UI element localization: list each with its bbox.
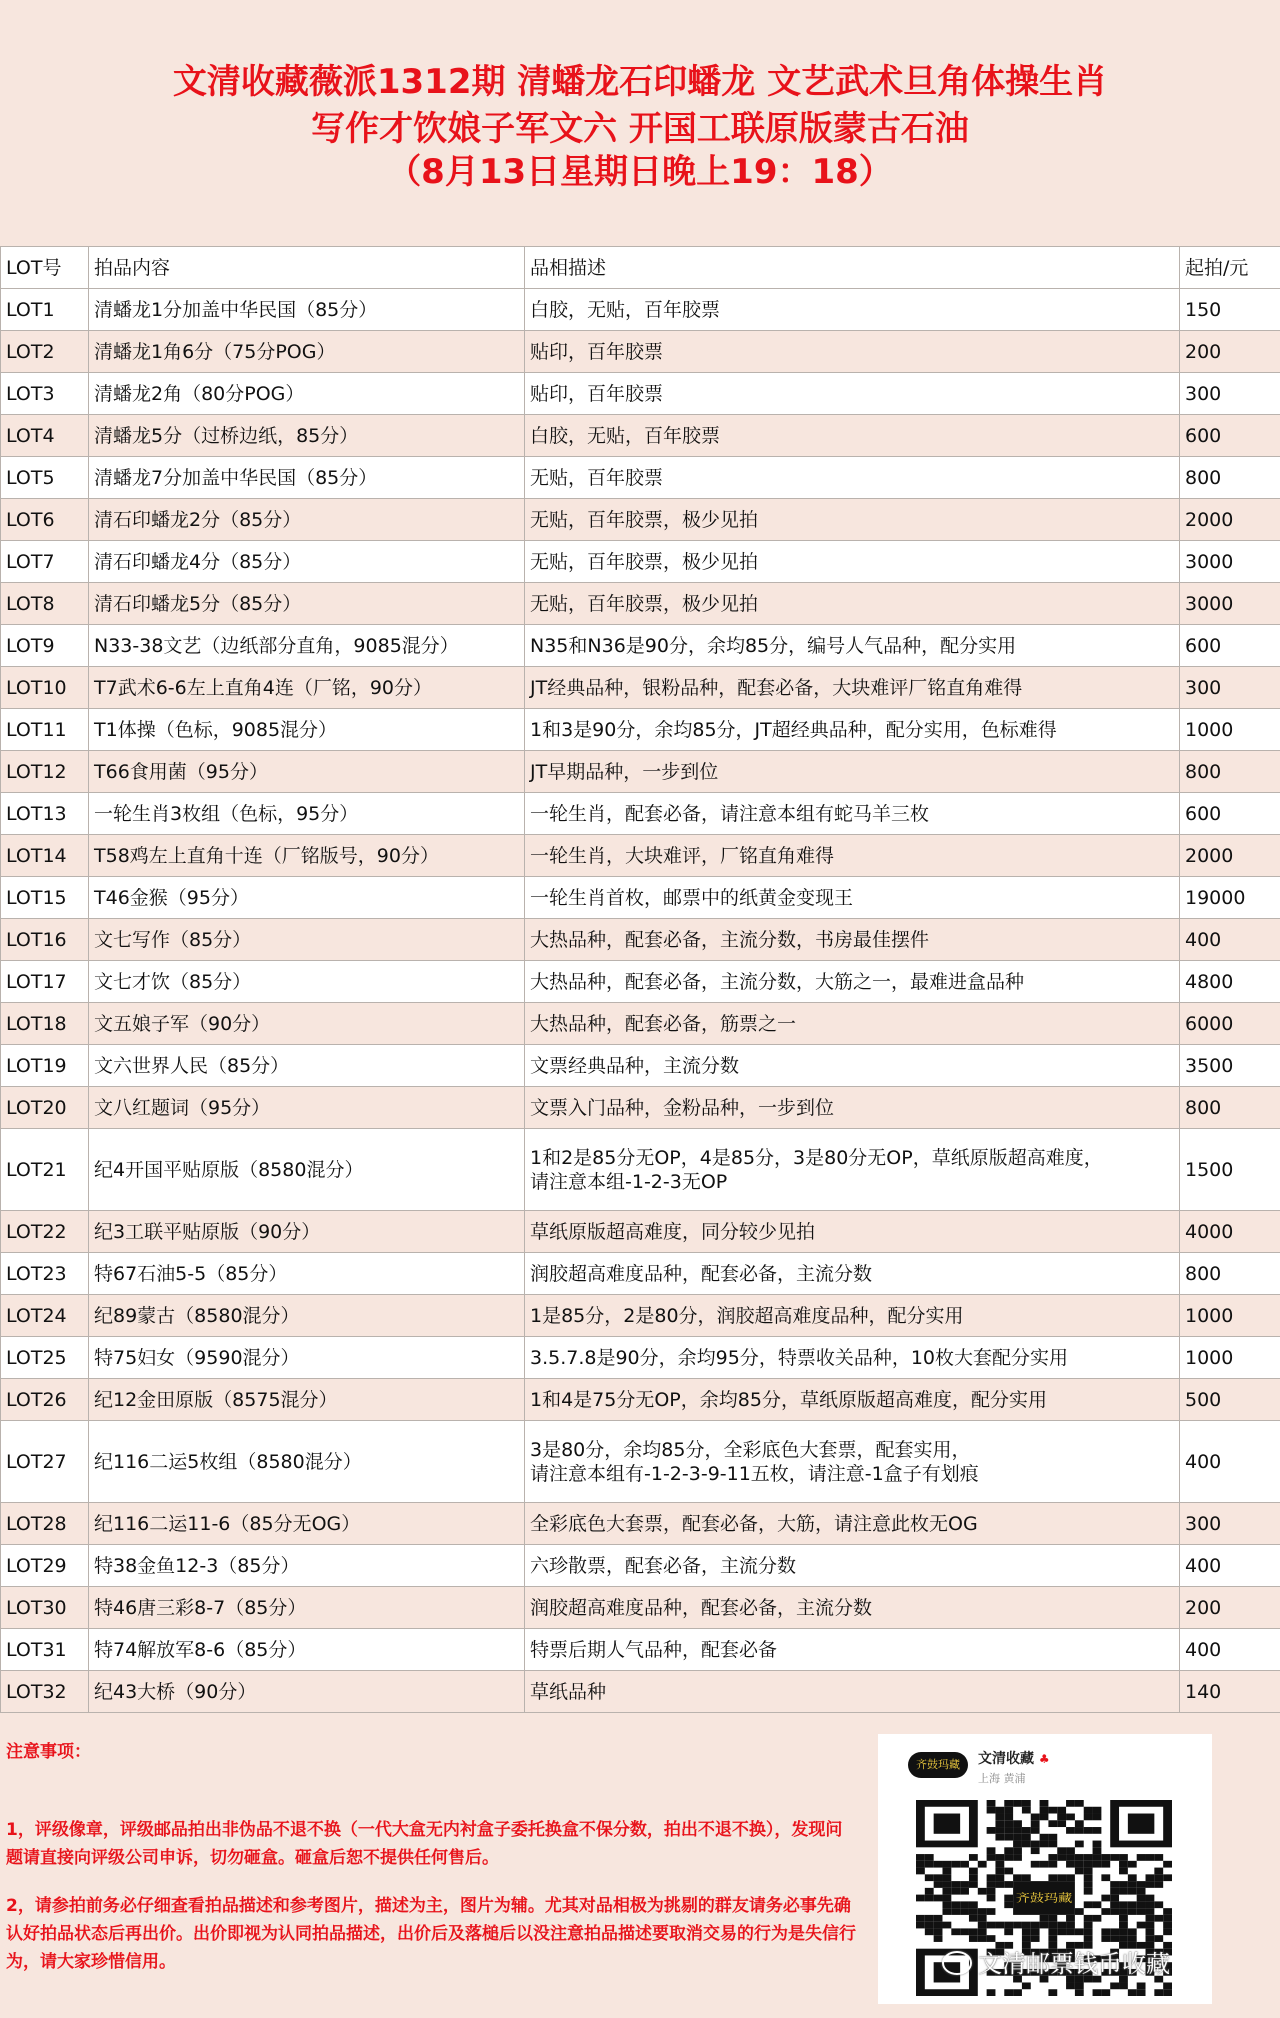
notes-heading: 注意事项： bbox=[6, 1742, 91, 1762]
table-row bbox=[1, 331, 1280, 373]
table-row bbox=[1, 667, 1280, 709]
item-cell: T7武术6-6左上直角4连（厂铭，90分） bbox=[89, 667, 525, 709]
price-cell: 6000 bbox=[1180, 1003, 1280, 1045]
qr-account-name bbox=[978, 1748, 1050, 1768]
column-header-desc: 品相描述 bbox=[525, 247, 1180, 289]
table-row bbox=[1, 1503, 1280, 1545]
lot-cell: LOT16 bbox=[1, 919, 89, 961]
desc-line: 贴印，百年胶票 bbox=[530, 382, 664, 405]
desc-cell bbox=[525, 1503, 1180, 1545]
lot-cell: LOT5 bbox=[1, 457, 89, 499]
lot-cell: LOT3 bbox=[1, 373, 89, 415]
table-row bbox=[1, 1003, 1280, 1045]
price-cell: 400 bbox=[1180, 1629, 1280, 1671]
desc-cell bbox=[525, 1087, 1180, 1129]
table-row bbox=[1, 1253, 1280, 1295]
item-cell: 清蟠龙1角6分（75分POG） bbox=[89, 331, 525, 373]
desc-cell bbox=[525, 1129, 1180, 1211]
lot-cell: LOT2 bbox=[1, 331, 89, 373]
qr-location: 上海 黄浦 bbox=[978, 1772, 1026, 1785]
item-cell: 文七才饮（85分） bbox=[89, 961, 525, 1003]
table-row bbox=[1, 1379, 1280, 1421]
price-cell: 4000 bbox=[1180, 1211, 1280, 1253]
desc-cell bbox=[525, 289, 1180, 331]
desc-line: 大热品种，配套必备，主流分数，大筋之一，最难进盒品种 bbox=[530, 970, 1025, 993]
table-row bbox=[1, 919, 1280, 961]
item-cell: T1体操（色标，9085混分） bbox=[89, 709, 525, 751]
title-line-1: 文清收藏薇派1312期 清蟠龙石印蟠龙 文艺武术旦角体操生肖 bbox=[172, 62, 1108, 102]
table-row bbox=[1, 1129, 1280, 1211]
desc-line: 1是85分，2是80分，润胶超高难度品种，配分实用 bbox=[530, 1304, 964, 1327]
price-cell: 600 bbox=[1180, 625, 1280, 667]
lot-cell: LOT31 bbox=[1, 1629, 89, 1671]
desc-line: 请注意本组-1-2-3无OP bbox=[530, 1170, 728, 1193]
desc-line: 白胶，无贴，百年胶票 bbox=[530, 298, 721, 321]
lot-cell: LOT22 bbox=[1, 1211, 89, 1253]
price-cell: 400 bbox=[1180, 919, 1280, 961]
desc-line: 3.5.7.8是90分，余均95分，特票收关品种，10枚大套配分实用 bbox=[530, 1346, 1069, 1369]
price-cell: 3000 bbox=[1180, 583, 1280, 625]
desc-cell bbox=[525, 1671, 1180, 1713]
desc-cell bbox=[525, 1253, 1180, 1295]
desc-cell bbox=[525, 499, 1180, 541]
desc-cell bbox=[525, 583, 1180, 625]
table-row bbox=[1, 541, 1280, 583]
desc-line: 一轮生肖，配套必备，请注意本组有蛇马羊三枚 bbox=[530, 802, 930, 825]
qr-name-mark: ♣ bbox=[1038, 1752, 1050, 1766]
title-line-3: （8月13日星期日晚上19：18） bbox=[387, 152, 893, 192]
item-cell: 清蟠龙1分加盖中华民国（85分） bbox=[89, 289, 525, 331]
desc-cell bbox=[525, 1587, 1180, 1629]
item-cell: 清蟠龙7分加盖中华民国（85分） bbox=[89, 457, 525, 499]
table-row bbox=[1, 457, 1280, 499]
lot-cell: LOT10 bbox=[1, 667, 89, 709]
table-row bbox=[1, 625, 1280, 667]
item-cell: 特74解放军8-6（85分） bbox=[89, 1629, 525, 1671]
desc-line: 无贴，百年胶票，极少见拍 bbox=[530, 508, 759, 531]
item-cell: 特38金鱼12-3（85分） bbox=[89, 1545, 525, 1587]
price-cell: 400 bbox=[1180, 1545, 1280, 1587]
price-cell: 600 bbox=[1180, 415, 1280, 457]
lot-cell: LOT27 bbox=[1, 1421, 89, 1503]
lot-cell: LOT17 bbox=[1, 961, 89, 1003]
lot-cell: LOT7 bbox=[1, 541, 89, 583]
desc-cell bbox=[525, 541, 1180, 583]
desc-line: 无贴，百年胶票 bbox=[530, 466, 664, 489]
column-header-price: 起拍/元 bbox=[1180, 247, 1280, 289]
desc-cell bbox=[525, 793, 1180, 835]
item-cell: 纪89蒙古（8580混分） bbox=[89, 1295, 525, 1337]
item-cell: 清蟠龙5分（过桥边纸，85分） bbox=[89, 415, 525, 457]
table-row bbox=[1, 499, 1280, 541]
price-cell: 4800 bbox=[1180, 961, 1280, 1003]
item-cell: 纪4开国平贴原版（8580混分） bbox=[89, 1129, 525, 1211]
table-header-row bbox=[1, 247, 1280, 289]
lot-cell: LOT1 bbox=[1, 289, 89, 331]
item-cell: T46金猴（95分） bbox=[89, 877, 525, 919]
desc-line: 无贴，百年胶票，极少见拍 bbox=[530, 550, 759, 573]
column-header-item: 拍品内容 bbox=[89, 247, 525, 289]
qr-center-logo: 齐鼓玛藏 bbox=[1015, 1891, 1073, 1904]
price-cell: 800 bbox=[1180, 1253, 1280, 1295]
price-cell: 3500 bbox=[1180, 1045, 1280, 1087]
price-cell: 300 bbox=[1180, 373, 1280, 415]
desc-line: 一轮生肖，大块难评，厂铭直角难得 bbox=[530, 844, 835, 867]
desc-cell bbox=[525, 625, 1180, 667]
price-cell: 200 bbox=[1180, 1587, 1280, 1629]
price-cell: 2000 bbox=[1180, 835, 1280, 877]
desc-line: 草纸原版超高难度，同分较少见拍 bbox=[530, 1220, 816, 1243]
desc-line: 润胶超高难度品种，配套必备，主流分数 bbox=[530, 1262, 873, 1285]
desc-cell bbox=[525, 751, 1180, 793]
item-cell: 纪12金田原版（8575混分） bbox=[89, 1379, 525, 1421]
desc-cell bbox=[525, 1211, 1180, 1253]
price-cell: 300 bbox=[1180, 667, 1280, 709]
item-cell: 纪116二运5枚组（8580混分） bbox=[89, 1421, 525, 1503]
item-cell: 一轮生肖3枚组（色标，95分） bbox=[89, 793, 525, 835]
desc-cell bbox=[525, 1421, 1180, 1503]
qr-name-text: 文清收藏 bbox=[978, 1751, 1034, 1767]
lot-cell: LOT6 bbox=[1, 499, 89, 541]
table-row bbox=[1, 373, 1280, 415]
note-item: 1，评级像章，评级邮品拍出非伪品不退不换（一代大盒无内衬盒子委托换盒不保分数，拍出不退不换），发现问题请直接向评级公司申诉，切勿砸盒。砸盒后恕不提供任何售后。 bbox=[6, 1820, 843, 1868]
brand-logo: 齐鼓玛藏 bbox=[908, 1752, 968, 1778]
price-cell: 800 bbox=[1180, 751, 1280, 793]
desc-line: 白胶，无贴，百年胶票 bbox=[530, 424, 721, 447]
table-row bbox=[1, 1337, 1280, 1379]
lot-cell: LOT9 bbox=[1, 625, 89, 667]
price-cell: 800 bbox=[1180, 1087, 1280, 1129]
table-row bbox=[1, 415, 1280, 457]
item-cell: 文八红题词（95分） bbox=[89, 1087, 525, 1129]
desc-line: 3是80分，余均85分，全彩底色大套票，配套实用， bbox=[530, 1438, 971, 1461]
watermark bbox=[942, 1944, 1170, 1979]
desc-cell bbox=[525, 1629, 1180, 1671]
price-cell: 150 bbox=[1180, 289, 1280, 331]
item-cell: T58鸡左上直角十连（厂铭版号，90分） bbox=[89, 835, 525, 877]
item-cell: 特46唐三彩8-7（85分） bbox=[89, 1587, 525, 1629]
table-row bbox=[1, 1545, 1280, 1587]
item-cell: 清石印蟠龙2分（85分） bbox=[89, 499, 525, 541]
desc-line: 1和4是75分无OP，余均85分，草纸原版超高难度，配分实用 bbox=[530, 1388, 1047, 1411]
table-row bbox=[1, 583, 1280, 625]
desc-line: 草纸品种 bbox=[530, 1680, 607, 1703]
lot-cell: LOT32 bbox=[1, 1671, 89, 1713]
table-row bbox=[1, 1045, 1280, 1087]
item-cell: 特67石油5-5（85分） bbox=[89, 1253, 525, 1295]
desc-line: 润胶超高难度品种，配套必备，主流分数 bbox=[530, 1596, 873, 1619]
lot-cell: LOT28 bbox=[1, 1503, 89, 1545]
desc-line: 大热品种，配套必备，主流分数，书房最佳摆件 bbox=[530, 928, 930, 951]
desc-line: 大热品种，配套必备，筋票之一 bbox=[530, 1012, 797, 1035]
desc-cell bbox=[525, 1045, 1180, 1087]
item-cell: 纪3工联平贴原版（90分） bbox=[89, 1211, 525, 1253]
desc-cell bbox=[525, 331, 1180, 373]
desc-line: JT经典品种，银粉品种，配套必备，大块难评厂铭直角难得 bbox=[530, 676, 1023, 699]
desc-cell bbox=[525, 709, 1180, 751]
lot-cell: LOT8 bbox=[1, 583, 89, 625]
lot-cell: LOT15 bbox=[1, 877, 89, 919]
lot-cell: LOT12 bbox=[1, 751, 89, 793]
wechat-icon bbox=[942, 1951, 972, 1975]
lot-cell: LOT18 bbox=[1, 1003, 89, 1045]
desc-cell bbox=[525, 1003, 1180, 1045]
note-item: 2，请参拍前务必仔细查看拍品描述和参考图片，描述为主，图片为辅。尤其对品相极为挑剔的群友请务必事先确认好拍品状态后再出价。出价即视为认同拍品描述，出价后及落槌后以没注意拍品描述要取消交易的行为是失信行为，请大家珍惜信用。 bbox=[6, 1896, 856, 1972]
table-row bbox=[1, 961, 1280, 1003]
desc-line: 无贴，百年胶票，极少见拍 bbox=[530, 592, 759, 615]
desc-line: 1和3是90分，余均85分，JT超经典品种，配分实用，色标难得 bbox=[530, 718, 1057, 741]
desc-line: 特票后期人气品种，配套必备 bbox=[530, 1638, 778, 1661]
desc-line: JT早期品种，一步到位 bbox=[530, 760, 719, 783]
table-row bbox=[1, 1587, 1280, 1629]
item-cell: 纪116二运11-6（85分无OG） bbox=[89, 1503, 525, 1545]
desc-cell bbox=[525, 835, 1180, 877]
desc-cell bbox=[525, 1295, 1180, 1337]
lot-cell: LOT25 bbox=[1, 1337, 89, 1379]
table-row bbox=[1, 1421, 1280, 1503]
desc-line: N35和N36是90分，余均85分，编号人气品种，配分实用 bbox=[530, 634, 1017, 657]
item-cell: N33-38文艺（边纸部分直角，9085混分） bbox=[89, 625, 525, 667]
price-cell: 1500 bbox=[1180, 1129, 1280, 1211]
desc-cell bbox=[525, 1337, 1180, 1379]
desc-cell bbox=[525, 667, 1180, 709]
lot-cell: LOT23 bbox=[1, 1253, 89, 1295]
price-cell: 1000 bbox=[1180, 709, 1280, 751]
desc-cell bbox=[525, 961, 1180, 1003]
lot-cell: LOT29 bbox=[1, 1545, 89, 1587]
table-row bbox=[1, 1295, 1280, 1337]
table-row bbox=[1, 709, 1280, 751]
lot-cell: LOT30 bbox=[1, 1587, 89, 1629]
header bbox=[0, 0, 1280, 246]
table-row bbox=[1, 1671, 1280, 1713]
watermark-text: 文清邮票钱币收藏 bbox=[978, 1950, 1170, 1978]
title-line-2: 写作才饮娘子军文六 开国工联原版蒙古石油 bbox=[311, 109, 969, 149]
table-row bbox=[1, 1211, 1280, 1253]
desc-line: 文票入门品种，金粉品种，一步到位 bbox=[530, 1096, 835, 1119]
lot-cell: LOT26 bbox=[1, 1379, 89, 1421]
item-cell: T66食用菌（95分） bbox=[89, 751, 525, 793]
price-cell: 300 bbox=[1180, 1503, 1280, 1545]
table-row bbox=[1, 751, 1280, 793]
item-cell: 文七写作（85分） bbox=[89, 919, 525, 961]
price-cell: 200 bbox=[1180, 331, 1280, 373]
lot-cell: LOT11 bbox=[1, 709, 89, 751]
price-cell: 1000 bbox=[1180, 1337, 1280, 1379]
price-cell: 800 bbox=[1180, 457, 1280, 499]
column-header-lot: LOT号 bbox=[1, 247, 89, 289]
lot-cell: LOT4 bbox=[1, 415, 89, 457]
desc-cell bbox=[525, 1545, 1180, 1587]
desc-line: 请注意本组有-1-2-3-9-11五枚，请注意-1盒子有划痕 bbox=[530, 1462, 979, 1485]
lot-cell: LOT21 bbox=[1, 1129, 89, 1211]
price-cell: 400 bbox=[1180, 1421, 1280, 1503]
lot-cell: LOT24 bbox=[1, 1295, 89, 1337]
desc-cell bbox=[525, 1379, 1180, 1421]
lot-cell: LOT13 bbox=[1, 793, 89, 835]
desc-line: 1和2是85分无OP，4是85分，3是80分无OP，草纸原版超高难度， bbox=[530, 1146, 1103, 1169]
desc-line: 一轮生肖首枚，邮票中的纸黄金变现王 bbox=[530, 886, 854, 909]
desc-cell bbox=[525, 919, 1180, 961]
table-row bbox=[1, 835, 1280, 877]
price-cell: 600 bbox=[1180, 793, 1280, 835]
desc-line: 六珍散票，配套必备，主流分数 bbox=[530, 1554, 797, 1577]
price-cell: 500 bbox=[1180, 1379, 1280, 1421]
item-cell: 特75妇女（9590混分） bbox=[89, 1337, 525, 1379]
desc-cell bbox=[525, 457, 1180, 499]
table-row bbox=[1, 1087, 1280, 1129]
price-cell: 19000 bbox=[1180, 877, 1280, 919]
item-cell: 清石印蟠龙4分（85分） bbox=[89, 541, 525, 583]
table-row bbox=[1, 793, 1280, 835]
price-cell: 2000 bbox=[1180, 499, 1280, 541]
table-row bbox=[1, 877, 1280, 919]
table-row bbox=[1, 1629, 1280, 1671]
lot-cell: LOT14 bbox=[1, 835, 89, 877]
desc-cell bbox=[525, 415, 1180, 457]
desc-cell bbox=[525, 877, 1180, 919]
item-cell: 清蟠龙2角（80分POG） bbox=[89, 373, 525, 415]
item-cell: 文五娘子军（90分） bbox=[89, 1003, 525, 1045]
lot-cell: LOT19 bbox=[1, 1045, 89, 1087]
desc-line: 全彩底色大套票，配套必备，大筋，请注意此枚无OG bbox=[530, 1512, 978, 1535]
desc-line: 文票经典品种，主流分数 bbox=[530, 1054, 740, 1077]
price-cell: 1000 bbox=[1180, 1295, 1280, 1337]
item-cell: 纪43大桥（90分） bbox=[89, 1671, 525, 1713]
desc-line: 贴印，百年胶票 bbox=[530, 340, 664, 363]
price-cell: 140 bbox=[1180, 1671, 1280, 1713]
lot-table bbox=[0, 246, 1280, 1713]
lot-cell: LOT20 bbox=[1, 1087, 89, 1129]
desc-cell bbox=[525, 373, 1180, 415]
item-cell: 文六世界人民（85分） bbox=[89, 1045, 525, 1087]
price-cell: 3000 bbox=[1180, 541, 1280, 583]
table-row bbox=[1, 289, 1280, 331]
item-cell: 清石印蟠龙5分（85分） bbox=[89, 583, 525, 625]
